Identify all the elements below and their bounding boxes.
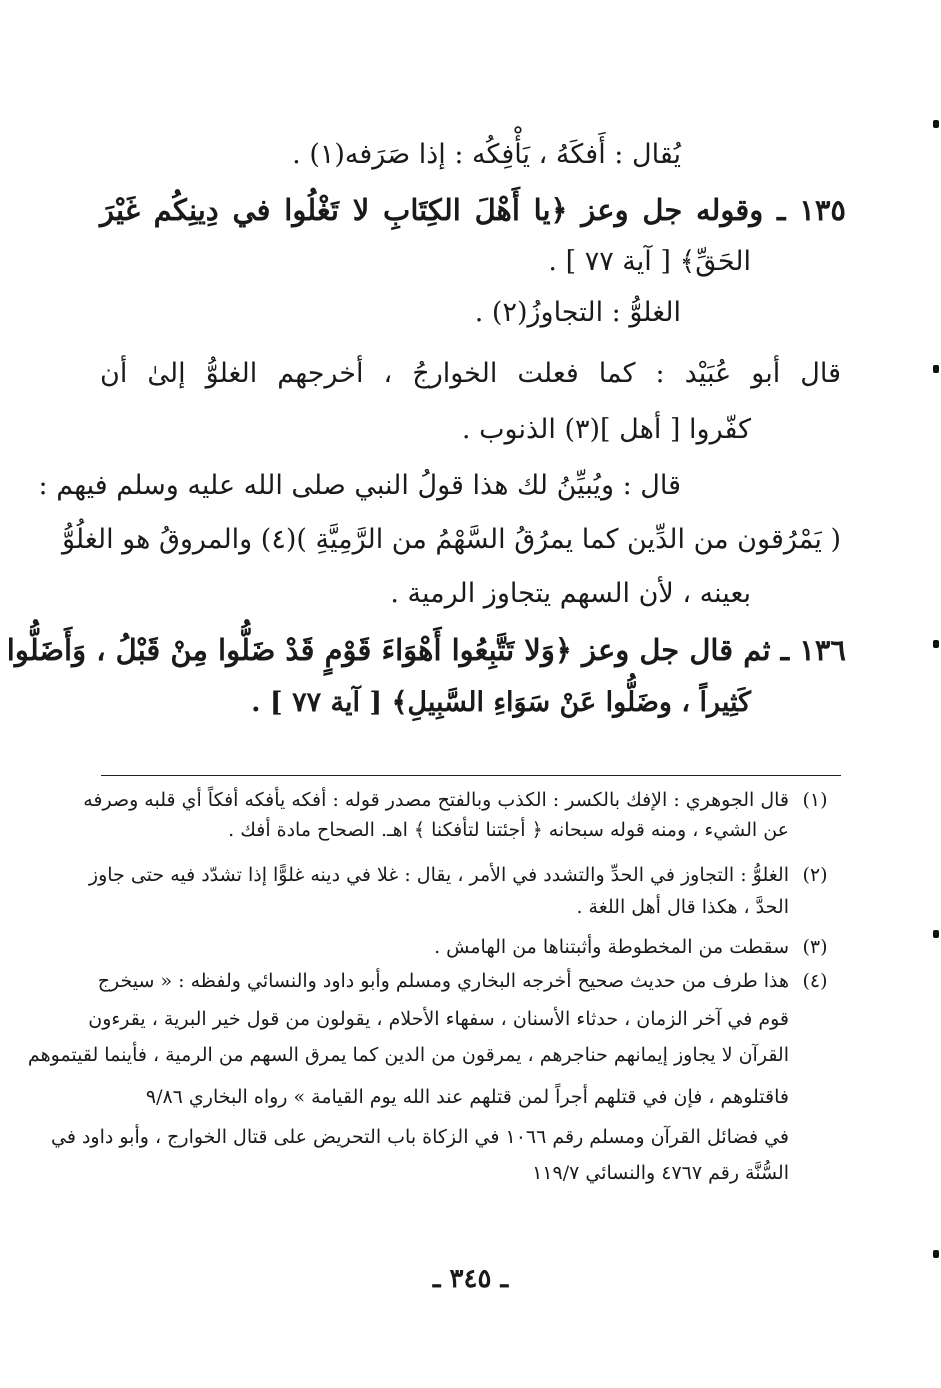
abu-ubaid-line-2: كفّروا [ أهل ](٣) الذنوب . xyxy=(461,414,751,445)
footnote-divider xyxy=(101,775,841,776)
footnote-4-line-3: القرآن لا يجاوز إيمانهم حناجرهم ، يمرقون من الدين كما يمرق السهم من الرمية ، فأينما لقيتموهم xyxy=(27,1044,789,1066)
footnote-2-line-2: الحدَّ ، هكذا قال أهل اللغة . xyxy=(576,896,789,918)
scan-edge-mark xyxy=(933,1250,939,1258)
footnote-text: هذا طرف من حديث صحيح أخرجه البخاري ومسلم وأبو داود والنسائي ولفظه : « سيخرج xyxy=(97,970,789,992)
footnote-number: (١) xyxy=(802,789,828,811)
abu-ubaid-line-1: قال أبو عُبَيْد : كما فعلت الخوارجُ ، أخرجهم الغلوُّ إلىٰ أن xyxy=(100,358,841,389)
qal-line-2: ( يَمْرُقون من الدِّين كما يمرُقُ السَّهْمُ من الرَّمِيَّةِ )(٤) والمروقُ هو الغلُوُّ xyxy=(61,524,841,555)
footnote-text: الغلوُّ : التجاوز في الحدِّ والتشدد في الأمر ، يقال : غلا في دينه غلوًّا إذا تشدّد فيه حتى جاوز xyxy=(88,864,789,886)
scan-edge-mark xyxy=(933,640,939,648)
footnote-4-line-6: السُّنَّة رقم ٤٧٦٧ والنسائي ١١٩/٧ xyxy=(532,1162,789,1184)
footnote-2-line-1 xyxy=(88,860,841,890)
body-line: الغلوُّ : التجاوزُ(٢) . xyxy=(474,297,681,328)
item-136-line-1: ١٣٦ ـ ثم قال جل وعز ﴿وَلا تَتَّبِعُوا أَهْوَاءَ قَوْمٍ قَدْ ضَلُّوا مِنْ قَبْلُ ، وَأَضَلُّوا xyxy=(6,633,846,667)
body-line: يُقال : أَفكَهُ ، يَأْفِكُه : إذا صَرَفه(١) . xyxy=(292,139,681,170)
footnote-4-line-5: في فضائل القرآن ومسلم رقم ١٠٦٦ في الزكاة باب التحريض على قتال الخوارج ، وأبو داود في xyxy=(50,1126,789,1148)
footnote-3-line-1 xyxy=(100,932,841,962)
footnote-number: (٢) xyxy=(802,864,828,886)
footnote-4-line-4: فاقتلوهم ، فإن في قتلهم أجراً لمن قتلهم عند الله يوم القيامة » رواه البخاري ٩/٨٦ xyxy=(145,1086,789,1108)
footnote-1-line-1 xyxy=(83,785,841,815)
footnote-text: قال الجوهري : الإفك بالكسر : الكذب وبالفتح مصدر قوله : أفكه يأفكه أفكاً أي قلبه وصرفه xyxy=(83,789,789,811)
item-136-line-2: كَثِيراً ، وضَلُّوا عَنْ سَوَاءِ السَّبِيلِ﴾ [ آية ٧٧ ] . xyxy=(251,687,751,718)
page-number: ـ ٣٤٥ ـ xyxy=(432,1264,509,1294)
qal-line-3: بعينه ، لأن السهم يتجاوز الرمية . xyxy=(390,578,751,609)
qal-line-1: قال : ويُبيِّنُ لك هذا قولُ النبي صلى الله عليه وسلم فيهم : xyxy=(38,470,681,501)
footnote-text: سقطت من المخطوطة وأثبتناها من الهامش . xyxy=(434,936,789,958)
footnote-4-line-1 xyxy=(97,966,841,996)
scan-edge-mark xyxy=(933,930,939,938)
item-135-line-1: ١٣٥ ـ وقوله جل وعز ﴿يا أَهْلَ الكِتَابِ لا تَغْلُوا في دِينِكُم غَيْرَ xyxy=(100,193,846,227)
footnote-4-line-2: قوم في آخر الزمان ، حدثاء الأسنان ، سفهاء الأحلام ، يقولون من قول خير البرية ، يقرءون xyxy=(88,1008,789,1030)
scan-edge-mark xyxy=(933,365,939,373)
scan-edge-mark xyxy=(933,120,939,128)
footnote-number: (٤) xyxy=(802,970,828,992)
footnote-1-line-2: عن الشيء ، ومنه قوله سبحانه ﴿ أجئتنا لتأفكنا ﴾ اهـ. الصحاح مادة أفك . xyxy=(228,819,789,841)
footnote-number: (٣) xyxy=(802,936,828,958)
item-135-line-2: الحَقِّ﴾ [ آية ٧٧ ] . xyxy=(548,246,751,277)
